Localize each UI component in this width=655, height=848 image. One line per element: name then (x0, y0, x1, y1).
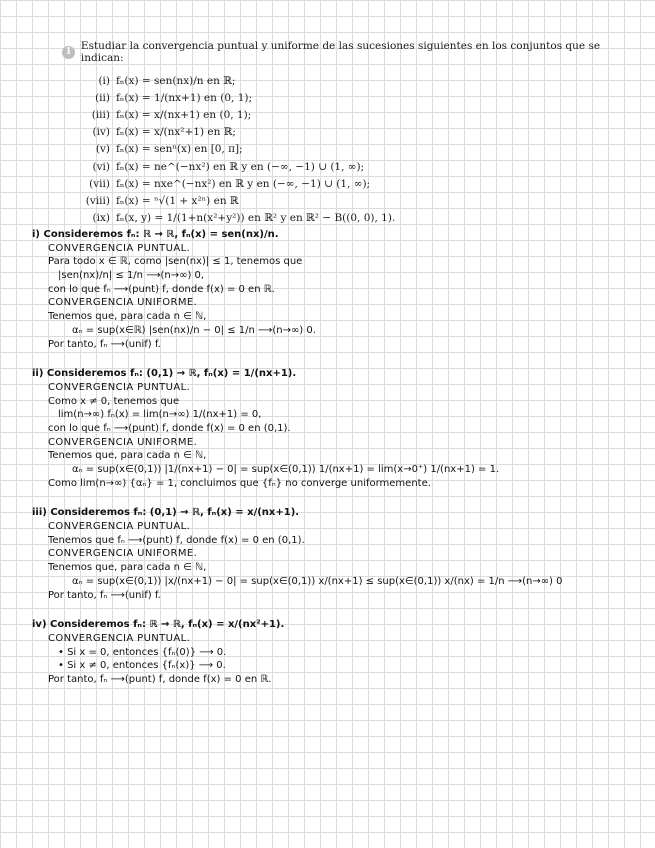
solution-line: Como lim(n→∞) {αₙ} = 1, concluimos que {fₙ} no converge uniformemente. (48, 477, 431, 489)
exercise-item-label: (i) (98, 74, 110, 87)
exercise-item-list (62, 72, 642, 227)
exercise-item-label: (viii) (85, 194, 110, 207)
solution-line: Por tanto, fₙ ⟶(unif) f. (48, 589, 161, 601)
solution-line: αₙ = sup(x∈(0,1)) |1/(nx+1) − 0| = sup(x∈(0,1)) 1/(nx+1) = lim(x→0⁺) 1/(nx+1) = 1. (72, 464, 500, 475)
handwritten-solutions (32, 228, 642, 703)
solution-line: Tenemos que, para cada n ∈ ℕ, (48, 311, 207, 323)
exercise-title (62, 40, 642, 64)
exercise-item (80, 192, 642, 209)
solution-section (32, 618, 642, 686)
exercise-item-text: fₙ(x) = sen(nx)/n en ℝ; (116, 74, 236, 87)
exercise-number-badge: 1 (62, 46, 75, 59)
exercise-statement-text: Estudiar la convergencia puntual y uniforme de las sucesiones siguientes en los conjuntos que se indican: (80, 40, 601, 64)
solution-line: • Si x = 0, entonces {fₙ(0)} ⟶ 0. (58, 646, 227, 658)
solution-heading: iv) Consideremos fₙ: ℝ → ℝ, fₙ(x) = x/(nx²+1). (32, 619, 285, 631)
exercise-item (80, 141, 642, 158)
solution-line: con lo que fₙ ⟶(punt) f, donde f(x) = 0 en (0,1). (48, 422, 291, 434)
solution-line: αₙ = sup(x∈(0,1)) |x/(nx+1) − 0| = sup(x∈(0,1)) x/(nx+1) ≤ sup(x∈(0,1)) x/(nx) = 1/n ⟶(n→∞) 0 (72, 575, 563, 587)
solution-line: CONVERGENCIA PUNTUAL. (48, 242, 191, 254)
solution-line: Para todo x ∈ ℝ, como |sen(nx)| ≤ 1, tenemos que (48, 256, 303, 268)
solution-line: CONVERGENCIA PUNTUAL. (48, 381, 191, 393)
exercise-item (80, 210, 642, 227)
solution-heading: i) Consideremos fₙ: ℝ → ℝ, fₙ(x) = sen(nx)/n. (32, 229, 279, 240)
solution-section (32, 506, 642, 602)
exercise-item-text: fₙ(x) = senⁿ(x) en [0, π]; (116, 143, 243, 156)
solution-line: Como x ≠ 0, tenemos que (48, 395, 180, 407)
solution-line: con lo que fₙ ⟶(punt) f, donde f(x) = 0 en ℝ. (48, 283, 275, 295)
solution-line: CONVERGENCIA UNIFORME. (48, 297, 198, 309)
exercise-item-label: (vi) (92, 160, 110, 173)
exercise-item-text: fₙ(x, y) = 1/(1+n(x²+y²)) en ℝ² y en ℝ² − B((0, 0), 1). (116, 212, 396, 225)
solution-line: Por tanto, fₙ ⟶(unif) f. (48, 338, 161, 350)
solution-line: Por tanto, fₙ ⟶(punt) f, donde f(x) = 0 en ℝ. (48, 673, 272, 685)
exercise-item (80, 89, 642, 106)
solution-line: CONVERGENCIA UNIFORME. (48, 548, 198, 560)
solution-line: • Si x ≠ 0, entonces {fₙ(x)} ⟶ 0. (58, 660, 226, 672)
exercise-item (80, 72, 642, 89)
exercise-item-label: (v) (95, 143, 110, 156)
exercise-item-text: fₙ(x) = x/(nx+1) en (0, 1); (116, 108, 252, 121)
exercise-item-text: fₙ(x) = ne^(−nx²) en ℝ y en (−∞, −1) ∪ (1, ∞); (116, 160, 365, 173)
exercise-item-text: fₙ(x) = 1/(nx+1) en (0, 1); (116, 91, 253, 104)
exercise-item-text: fₙ(x) = x/(nx²+1) en ℝ; (116, 126, 236, 139)
solution-heading: iii) Consideremos fₙ: (0,1) → ℝ, fₙ(x) = x/(nx+1). (32, 507, 300, 519)
solution-line: Tenemos que, para cada n ∈ ℕ, (48, 562, 207, 574)
exercise-statement (62, 40, 642, 227)
exercise-item (80, 106, 642, 123)
exercise-item-text: fₙ(x) = ⁿ√(1 + x²ⁿ) en ℝ (116, 194, 239, 207)
exercise-item (80, 158, 642, 175)
solution-line: CONVERGENCIA PUNTUAL. (48, 632, 191, 644)
solution-line: Tenemos que, para cada n ∈ ℕ, (48, 450, 207, 462)
solution-line: lim(n→∞) fₙ(x) = lim(n→∞) 1/(nx+1) = 0, (58, 409, 262, 421)
solution-line: |sen(nx)/n| ≤ 1/n ⟶(n→∞) 0, (58, 270, 205, 282)
solution-line: CONVERGENCIA PUNTUAL. (48, 521, 191, 533)
exercise-item (80, 175, 642, 192)
solution-section (32, 228, 642, 351)
solution-line: Tenemos que fₙ ⟶(punt) f, donde f(x) = 0 en (0,1). (48, 534, 305, 546)
exercise-item-label: (iii) (91, 108, 110, 121)
solution-section (32, 367, 642, 490)
exercise-item-text: fₙ(x) = nxe^(−nx²) en ℝ y en (−∞, −1) ∪ (1, ∞); (116, 177, 371, 190)
exercise-item-label: (vii) (89, 177, 110, 190)
solution-heading: ii) Consideremos fₙ: (0,1) → ℝ, fₙ(x) = 1/(nx+1). (32, 368, 297, 380)
exercise-item (80, 124, 642, 141)
solution-line: αₙ = sup(x∈ℝ) |sen(nx)/n − 0| ≤ 1/n ⟶(n→∞) 0. (72, 324, 316, 336)
solution-line: CONVERGENCIA UNIFORME. (48, 436, 198, 448)
exercise-item-label: (ii) (95, 91, 110, 104)
exercise-item-label: (iv) (92, 126, 110, 139)
exercise-item-label: (ix) (92, 212, 110, 225)
